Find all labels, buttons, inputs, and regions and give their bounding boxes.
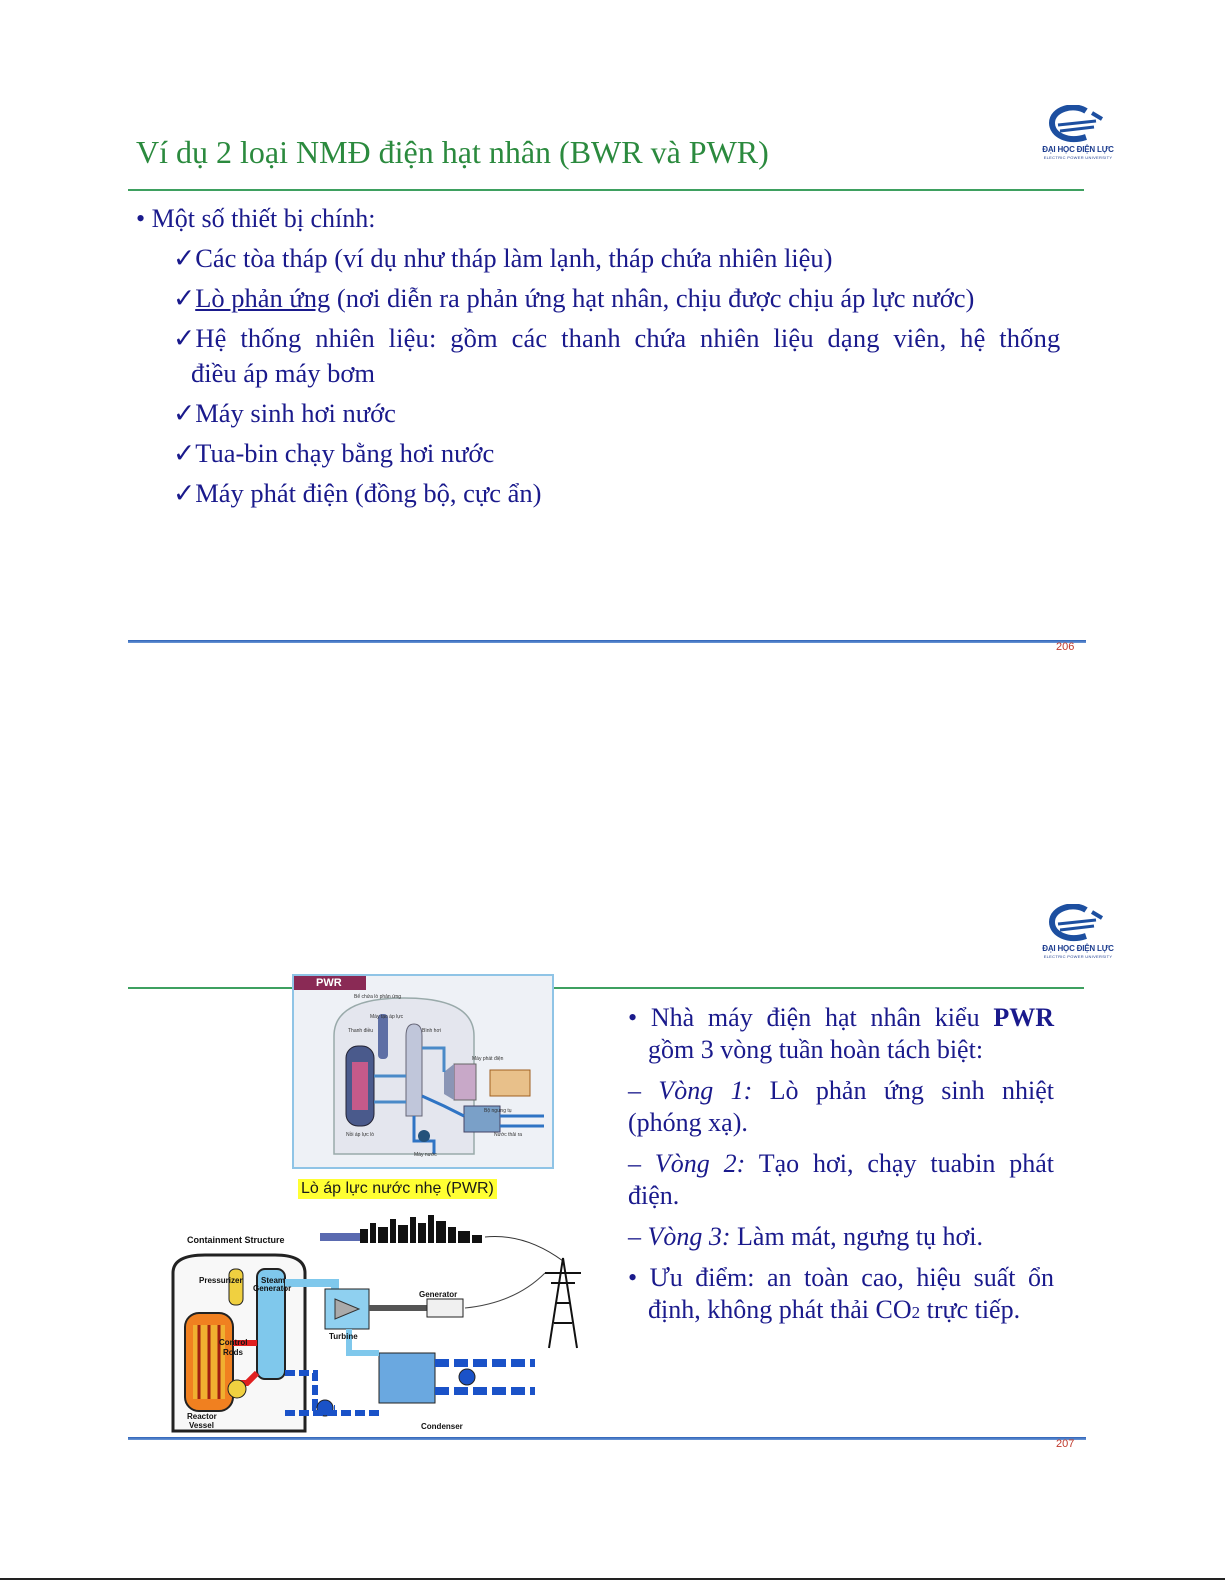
bullet-main-equipment: • Một số thiết bị chính: (136, 204, 376, 233)
svg-text:Nước thải ra: Nước thải ra (494, 1132, 523, 1138)
svg-text:Generator: Generator (253, 1284, 292, 1293)
svg-text:Containment Structure: Containment Structure (187, 1235, 285, 1245)
item-reactor-desc: (nơi diễn ra phản ứng hạt nhân, chịu được chịu áp lực nước) (330, 283, 975, 313)
item-turbine: ✓Tua-bin chạy bằng hơi nước (173, 438, 495, 468)
loop-2-label: – Vòng 2: (628, 1149, 746, 1178)
b2-post: trực tiếp. (920, 1295, 1021, 1324)
university-logo (1042, 904, 1114, 966)
b1-bold: PWR (993, 1003, 1054, 1032)
b2-sub: 2 (911, 1303, 921, 1322)
loop-2 (628, 1148, 1054, 1212)
logo-emblem-icon (1046, 904, 1110, 948)
title-divider (128, 987, 1084, 989)
item-generator: ✓Máy phát điện (đồng bộ, cực ẩn) (173, 478, 542, 508)
loop-3-label: – Vòng 3: (628, 1222, 731, 1251)
svg-text:Thanh điều: Thanh điều (348, 1028, 374, 1034)
svg-text:Reactor: Reactor (187, 1412, 217, 1421)
loop-2-text: Tạo hơi, chạy tuabin phát điện. (628, 1149, 1054, 1210)
loop-3 (628, 1221, 1054, 1253)
b2-pre: • Ưu điểm: an toàn cao, hiệu suất ổn định, không phát thải CO (628, 1263, 1054, 1324)
svg-text:Turbine: Turbine (329, 1332, 358, 1341)
footer-divider (128, 640, 1086, 643)
loop-1 (628, 1075, 1054, 1139)
svg-text:Steam: Steam (261, 1276, 286, 1285)
item-reactor: ✓Lò phản ứng (nơi diễn ra phản ứng hạt nhân, chịu được chịu áp lực nước) (173, 283, 975, 313)
svg-text:Bể chứa lò phản ứng: Bể chứa lò phản ứng (354, 994, 402, 1000)
bullet-pwr-loops (628, 1002, 1054, 1066)
loop-1-label: – Vòng 1: (628, 1076, 753, 1105)
logo-emblem-icon (1046, 105, 1110, 149)
logo-subtext: ELECTRIC POWER UNIVERSITY (1043, 155, 1113, 160)
item-reactor-link: Lò phản ứng (195, 283, 331, 313)
slide-title: Ví dụ 2 loại NMĐ điện hạt nhân (BWR và PWR) (136, 134, 769, 170)
loop-3-text: Làm mát, ngưng tụ hơi. (730, 1222, 983, 1251)
svg-text:Máy tạo áp lực: Máy tạo áp lực (370, 1014, 404, 1020)
svg-text:Generator: Generator (419, 1290, 458, 1299)
title-divider (128, 189, 1084, 191)
loop-1-text: Lò phản ứng sinh nhiệt (phóng xạ). (628, 1076, 1055, 1137)
svg-text:Bình hơi: Bình hơi (422, 1028, 441, 1034)
svg-text:Nồi áp lực lò: Nồi áp lực lò (346, 1132, 375, 1138)
b1-post: gồm 3 vòng tuần hoàn tách biệt: (648, 1035, 984, 1064)
svg-text:Bộ ngưng tụ: Bộ ngưng tụ (484, 1108, 512, 1114)
svg-text:Control: Control (219, 1338, 248, 1347)
diagram-caption: Lò áp lực nước nhẹ (PWR) (298, 1179, 497, 1199)
page-number: 206 (1056, 641, 1075, 653)
item-fuel-system-cont: điều áp máy bơm (191, 358, 376, 388)
svg-text:Máy phát điện: Máy phát điện (472, 1056, 504, 1062)
svg-text:Pressurizer: Pressurizer (199, 1276, 243, 1285)
svg-text:Condenser: Condenser (421, 1422, 463, 1431)
footer-divider (128, 1437, 1086, 1440)
page-number: 207 (1056, 1438, 1075, 1450)
slide-207 (0, 880, 1225, 1480)
pwr-schematic-drawing (294, 976, 552, 1167)
slide-206 (0, 0, 1225, 680)
item-steam-generator: ✓Máy sinh hơi nước (173, 398, 396, 428)
logo-subtext: ELECTRIC POWER UNIVERSITY (1043, 954, 1113, 959)
bullet-advantages (628, 1262, 1054, 1329)
item-fuel-system: ✓Hệ thống nhiên liệu: gồm các thanh chứa nhiên liệu dạng viên, hệ thống (173, 323, 1061, 353)
pwr-schematic-image (292, 974, 554, 1169)
svg-text:Vessel: Vessel (189, 1421, 214, 1430)
pwr-tag: PWR (294, 976, 366, 990)
b1-pre: • Nhà máy điện hạt nhân kiểu (628, 1003, 994, 1032)
pwr-description (628, 1002, 1054, 1338)
item-towers: ✓Các tòa tháp (ví dụ như tháp làm lạnh, tháp chứa nhiên liệu) (173, 243, 833, 273)
pwr-plant-diagram (165, 1213, 605, 1443)
svg-text:Rods: Rods (223, 1348, 243, 1357)
university-logo (1042, 105, 1114, 167)
logo-text: ĐẠI HỌC ĐIỆN LỰC (1042, 944, 1114, 953)
page-bottom-edge (0, 1578, 1225, 1580)
logo-text: ĐẠI HỌC ĐIỆN LỰC (1042, 145, 1114, 154)
svg-text:Máy nước: Máy nước (414, 1152, 437, 1158)
